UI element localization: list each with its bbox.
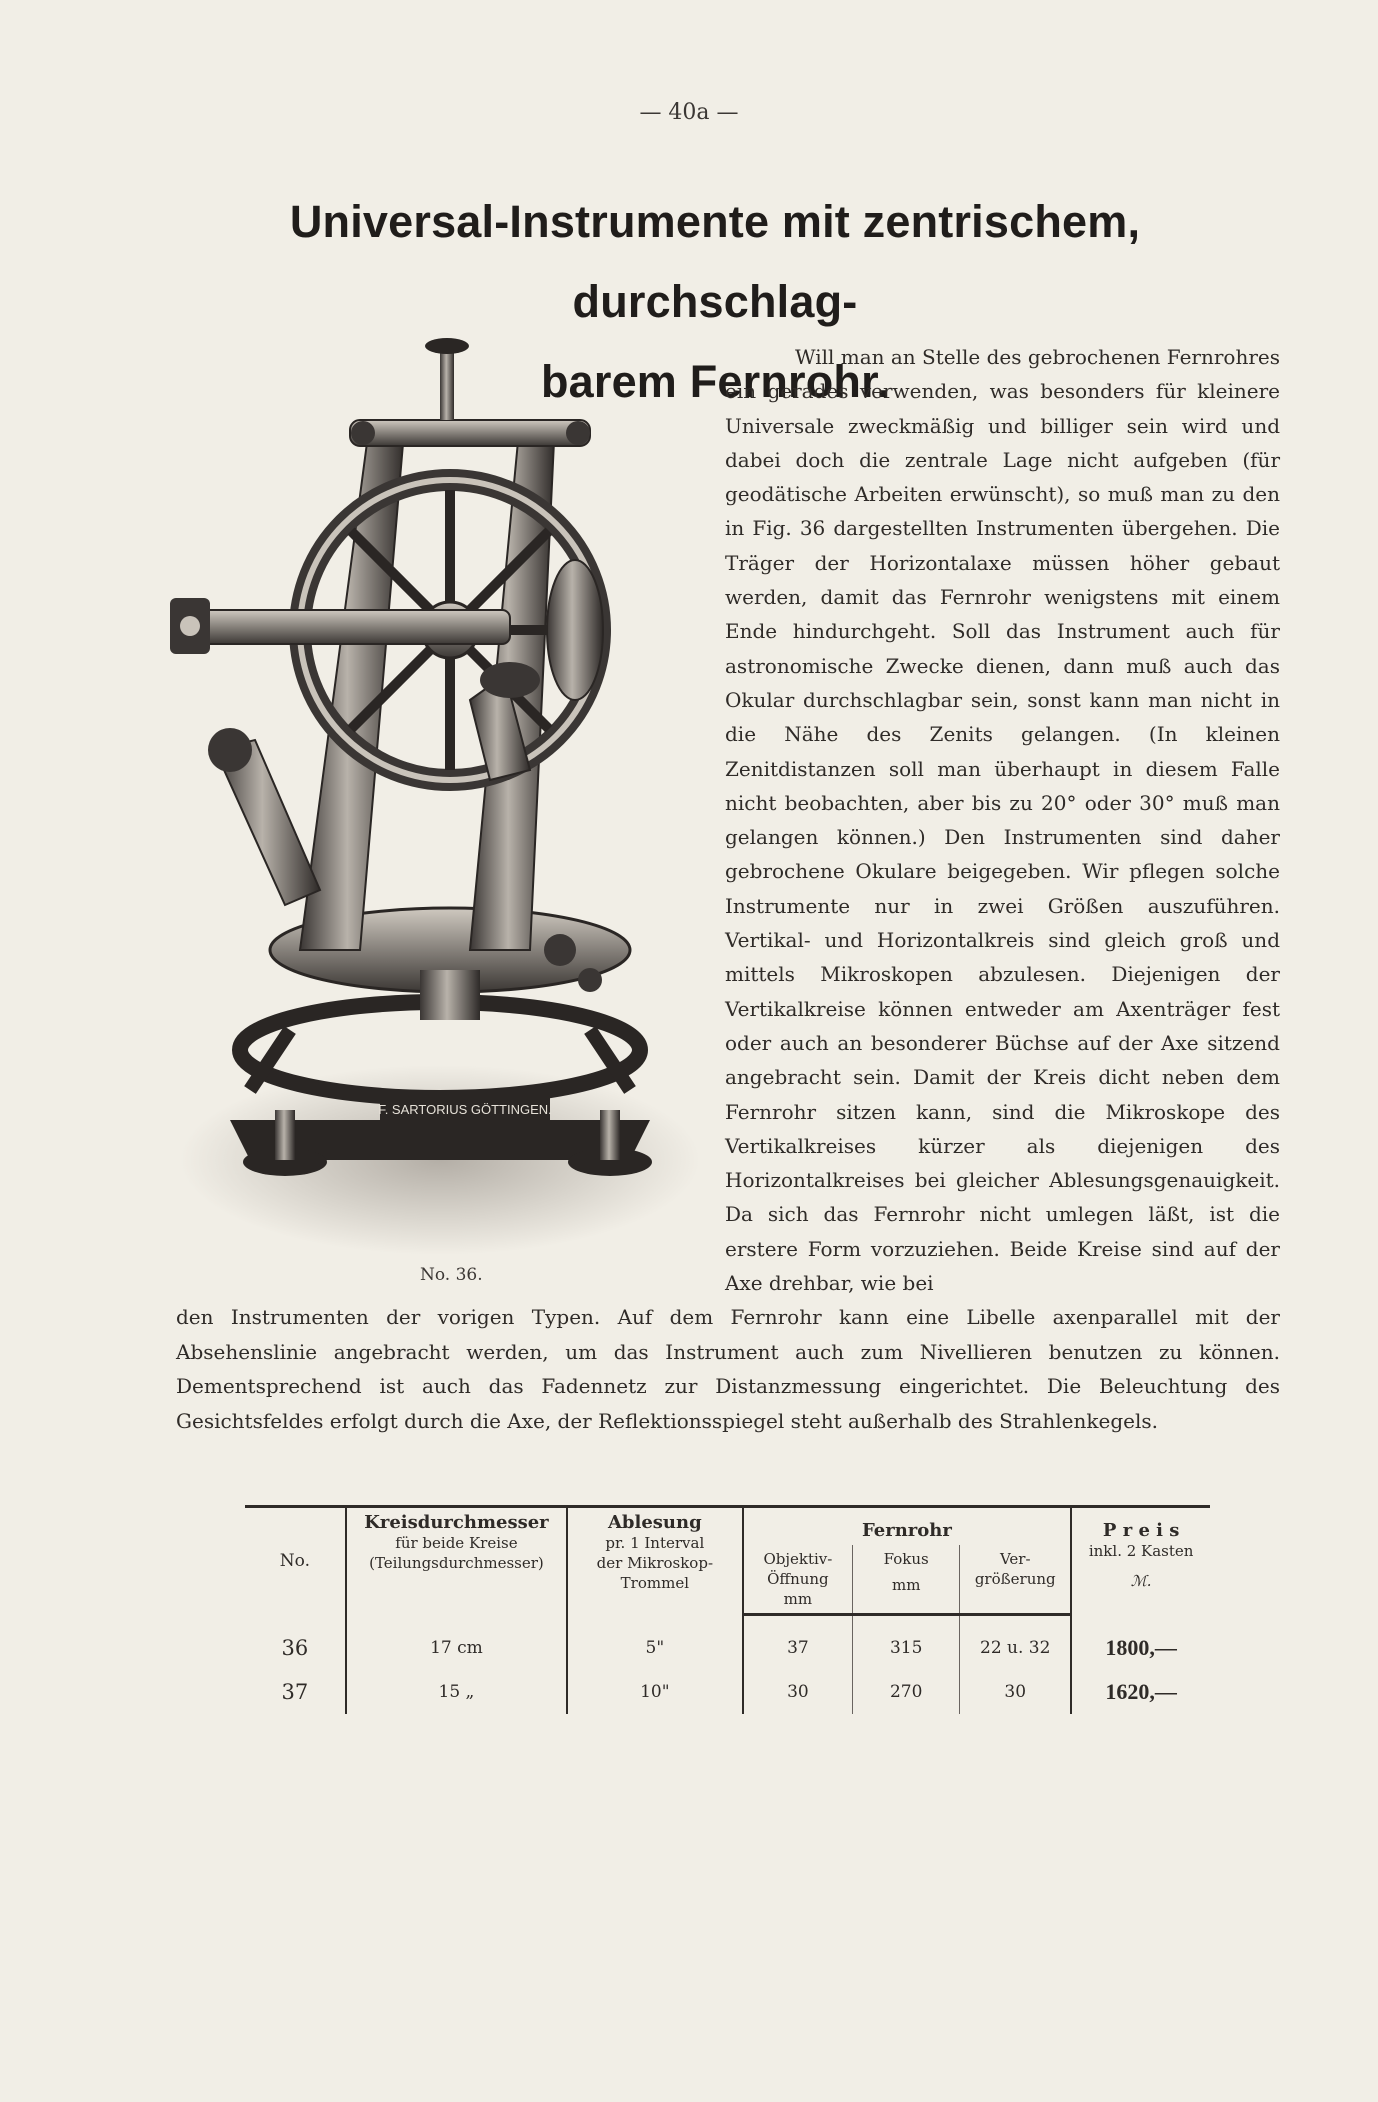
header-kreisdurchmesser: Kreisdurchmesser für beide Kreise (Teilungsdurchmesser) (346, 1507, 567, 1615)
header-objektiv: Objektiv- Öffnung mm (743, 1545, 853, 1615)
body-text-column: Will man an Stelle des gebrochenen Fernrohres ein gerades verwenden, was besonders für kleinere Universale zweckmäßig und billiger sein wird und dabei doch die zentrale Lage nicht aufgeben (für geodätische Arbeiten erwünscht), so muß man zu den in Fig. 36 dargestellten Instrumenten übergehen. Die Träger der Horizontalaxe müssen höher gebaut werden, damit das Fernrohr wenigstens mit einem Ende hindurchgeht. Soll das Instrument auch für astronomische Zwecke dienen, dann muß auch das Okular durchschlagbar sein, sonst kann man nicht in die Nähe des Zenits gelangen. (In kleinen Zenitdistanzen soll man überhaupt in diesem Falle nicht beobachten, aber bis zu 20° oder 30° muß man gelangen können.) Den Instrumenten sind daher gebrochene Okulare beigegeben. Wir pflegen solche Instrumente nur in zwei Größen auszuführen. Vertikal- und Horizontalkreis sind gleich groß und mittels Mikroskopen abzulesen. Diejenigen der Vertikalkreise können entweder am Axenträger fest oder auch an besonderer Büchse auf der Axe sitzend angebracht sein. Damit der Kreis dicht neben dem Fernrohr sitzen kann, sind die Mikroskope des Vertikalkreises kürzer als diejenigen des Horizontalkreises bei gleicher Ablesungsgenauigkeit. Da sich das Fernrohr nicht umlegen läßt, ist die erstere Form vorzuziehen. Beide Kreise sind auf der Axe drehbar, wie bei (725, 345, 1280, 1296)
engraved-label: F. SARTORIUS GÖTTINGEN. (378, 1102, 552, 1117)
title-line-1: Universal-Instrumente mit zentrischem, durchschlag- (289, 196, 1141, 327)
header-no: No. (245, 1507, 346, 1615)
table-header-row-1 (245, 1507, 1210, 1546)
figure-caption: No. 36. (420, 1265, 483, 1285)
spec-table (245, 1505, 1210, 1714)
header-vergroesserung: Ver- größerung (960, 1545, 1072, 1615)
header-fernrohr: Fernrohr (743, 1507, 1072, 1546)
theodolite-engraving (170, 330, 710, 1260)
header-fokus: Fokus mm (853, 1545, 960, 1615)
table-row: 37 15 „ 10" 30 270 30 1620,— (245, 1670, 1210, 1714)
header-ablesung: Ablesung pr. 1 Interval der Mikroskop- Trommel (567, 1507, 742, 1615)
instrument-illustration (170, 330, 710, 1260)
table-row: 36 17 cm 5" 37 315 22 u. 32 1800,— (245, 1626, 1210, 1670)
page-number: — 40a — (639, 100, 739, 125)
body-text-continuation: den Instrumenten der vorigen Typen. Auf dem Fernrohr kann eine Libelle axenparallel mit der Absehenslinie angebracht werden, um das Instrument auch zum Nivellieren benutzen zu können. Dementsprechend ist auch das Fadennetz zur Distanzmessung eingerichtet. Die Beleuchtung des Gesichtsfeldes erfolgt durch die Axe, der Reflektionsspiegel steht außerhalb des Strahlenkegels. (176, 1305, 1280, 1433)
title-line-2: barem Fernrohr. (540, 356, 890, 407)
telescope (200, 610, 510, 644)
header-preis: P r e i s inkl. 2 Kasten ℳ. (1071, 1507, 1210, 1615)
